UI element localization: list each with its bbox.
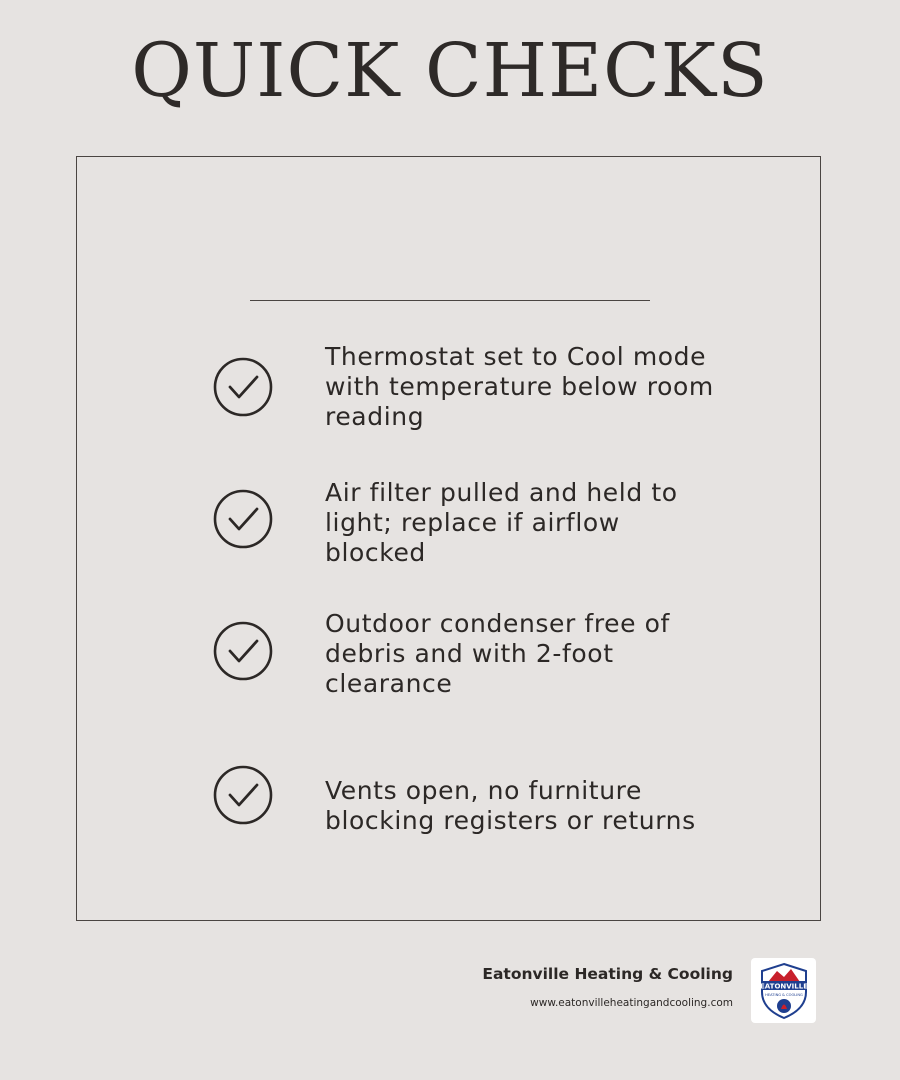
- checklist-item-text: Vents open, no furniture blocking registers or returns: [325, 776, 696, 835]
- check-circle-icon: [213, 621, 273, 681]
- divider-line: [250, 300, 650, 301]
- checklist-item-text: Air filter pulled and held to light; replace if airflow blocked: [325, 478, 678, 567]
- checklist-item-text: Outdoor condenser free of debris and with 2-foot clearance: [325, 609, 670, 698]
- company-url[interactable]: www.eatonvilleheatingandcooling.com: [530, 997, 733, 1009]
- check-circle-icon: [213, 765, 273, 825]
- page-title: QUICK CHECKS: [131, 28, 769, 114]
- check-circle-icon: [213, 357, 273, 417]
- checklist-item-text: Thermostat set to Cool mode with temperature below room reading: [325, 342, 714, 431]
- company-logo: [751, 958, 816, 1023]
- check-circle-icon: [213, 489, 273, 549]
- company-name: Eatonville Heating & Cooling: [482, 965, 733, 983]
- logo-text: EATONVILLE: [760, 982, 808, 991]
- eatonville-logo-icon: [759, 962, 809, 1020]
- logo-subtext: HEATING & COOLING: [765, 993, 803, 997]
